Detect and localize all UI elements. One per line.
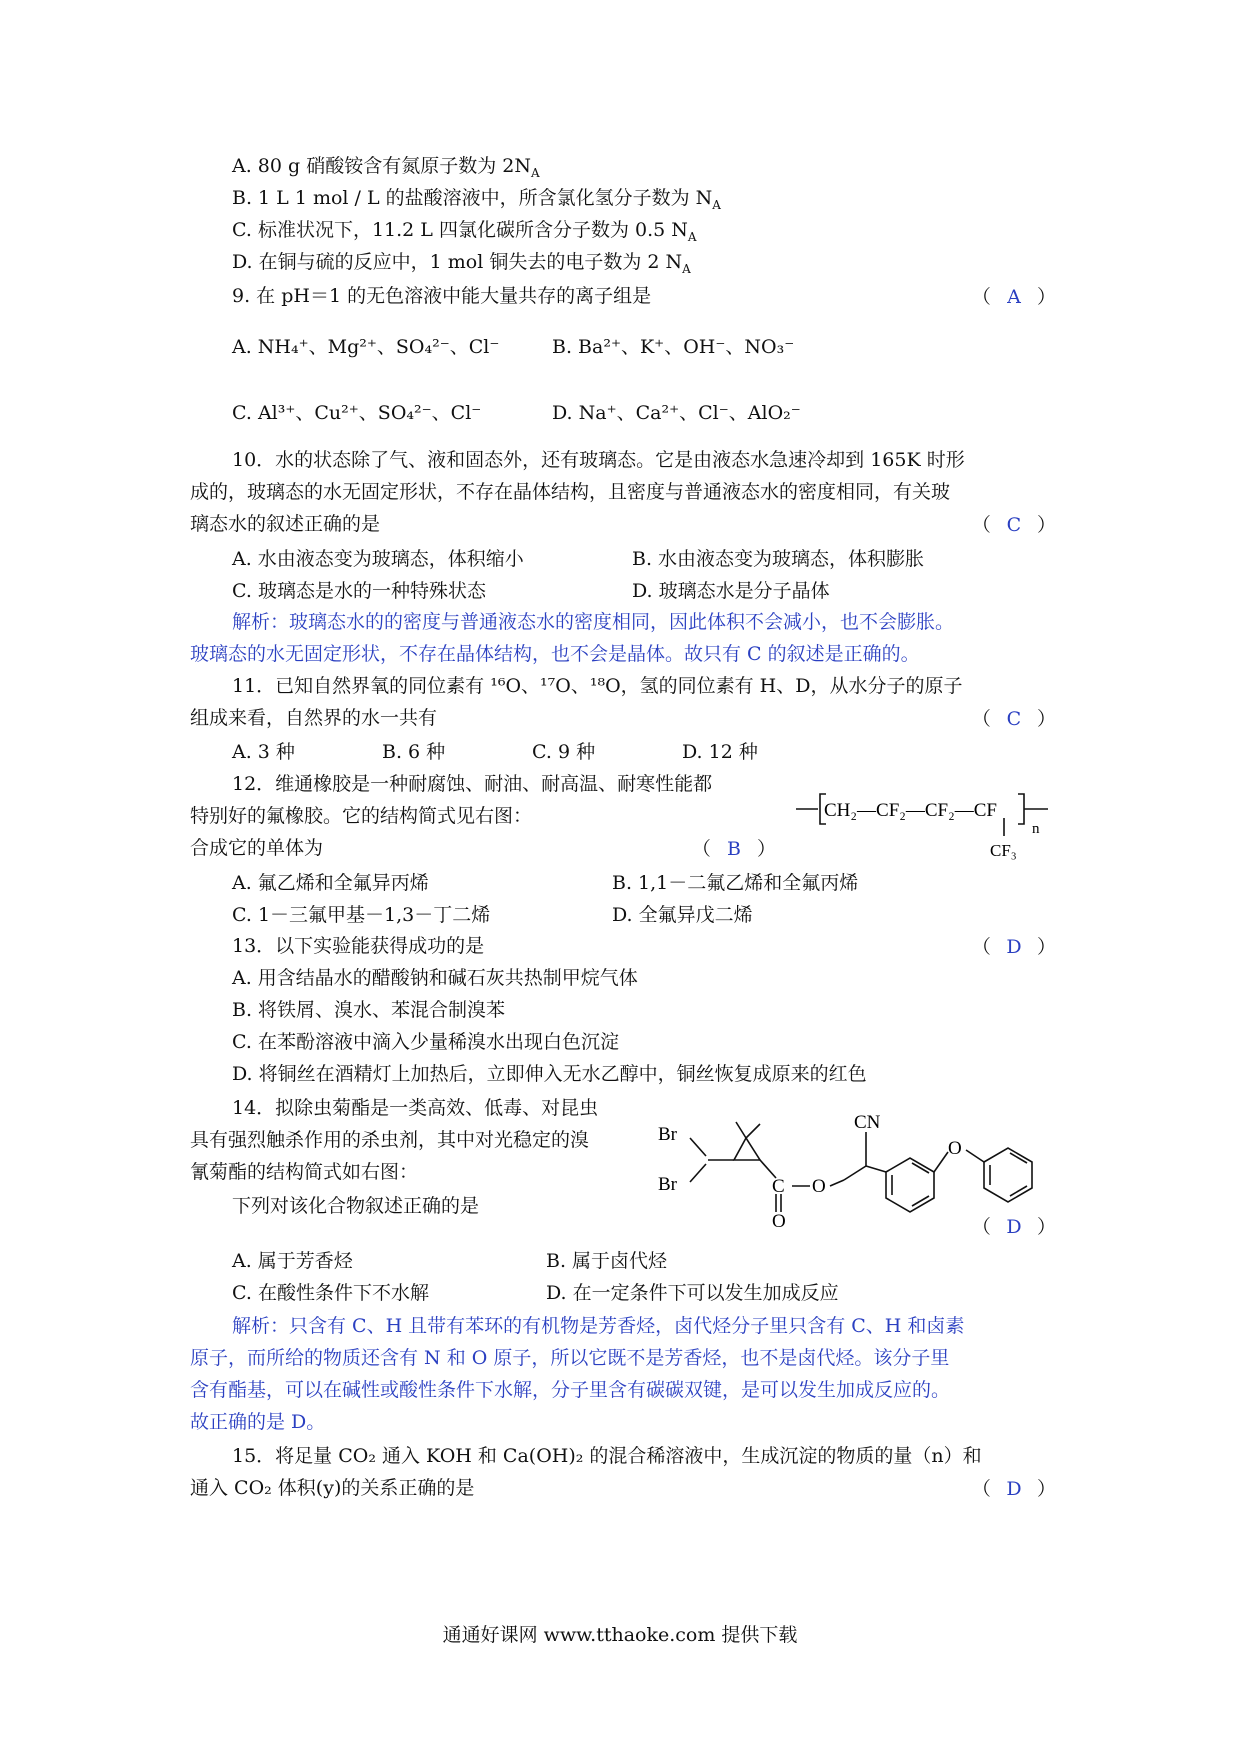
q10-option-a: A. 水由液态变为玻璃态，体积缩小 (232, 548, 524, 570)
q13-stem: 13．以下实验能获得成功的是 (232, 935, 485, 957)
page-footer: 通通好课网 www.tthaoke.com 提供下载 (442, 1624, 798, 1646)
q14-bromine-1: Br (658, 1124, 677, 1145)
q13-option-d: D. 将铜丝在酒精灯上加热后，立即伸入无水乙醇中，铜丝恢复成原来的红色 (232, 1063, 867, 1085)
q13-option-a: A. 用含结晶水的醋酸钠和碱石灰共热制甲烷气体 (232, 967, 638, 989)
q12-polymer-chain: CH₂—CF₂—CF₂—CF (824, 800, 997, 821)
q14-structure-formula (648, 1100, 1044, 1228)
q11-option-b: B. 6 种 (382, 741, 446, 763)
q12-answer: （ B ） (691, 838, 776, 860)
q15-stem-line1: 15．将足量 CO₂ 通入 KOH 和 Ca(OH)₂ 的混合稀溶液中，生成沉淀的物质的量（n）和 (232, 1445, 982, 1467)
q14-analysis-line1: 解析：只含有 C、H 且带有苯环的有机物是芳香烃，卤代烃分子里只含有 C、H 和卤素 (232, 1315, 965, 1337)
q8-option-d: D. 在铜与硫的反应中，1 mol 铜失去的电子数为 2 $N_A$ (232, 251, 691, 276)
q11-stem-line2: 组成来看，自然界的水一共有 (190, 707, 438, 729)
q9-option-a: A. NH₄⁺、Mg²⁺、SO₄²⁻、Cl⁻ (232, 336, 500, 358)
q14-ether-oxygen: O (948, 1138, 962, 1159)
q13-answer-letter: D (1006, 936, 1022, 958)
q14-option-b: B. 属于卤代烃 (546, 1250, 668, 1272)
q14-carbonyl-oxygen: O (772, 1211, 786, 1228)
q14-answer-letter: D (1006, 1216, 1022, 1238)
q10-analysis-line1: 解析：玻璃态水的的密度与普通液态水的密度相同，因此体积不会减小，也不会膨胀。 (232, 611, 955, 633)
q11-answer: （ C ） (971, 708, 1056, 730)
q14-stem-line1: 14．拟除虫菊酯是一类高效、低毒、对昆虫 (232, 1097, 599, 1119)
q15-answer-letter: D (1006, 1478, 1022, 1500)
q12-option-b: B. 1,1－二氟乙烯和全氟丙烯 (612, 872, 859, 894)
q14-option-d: D. 在一定条件下可以发生加成反应 (546, 1282, 839, 1304)
q14-answer: （ D ） (971, 1216, 1056, 1238)
q8-option-a: A. 80 g 硝酸铵含有氮原子数为 $2N_A$ (232, 155, 540, 180)
q9-option-c: C. Al³⁺、Cu²⁺、SO₄²⁻、Cl⁻ (232, 402, 482, 424)
q10-answer: （ C ） (971, 514, 1056, 536)
q12-cf3-group: CF₃ (990, 841, 1017, 860)
q10-option-b: B. 水由液态变为玻璃态，体积膨胀 (632, 548, 925, 570)
q14-carbonyl-carbon: C (772, 1176, 785, 1197)
q14-ester-oxygen: O (812, 1176, 826, 1197)
q13-option-c: C. 在苯酚溶液中滴入少量稀溴水出现白色沉淀 (232, 1031, 619, 1053)
q12-option-c: C. 1－三氟甲基－1,3－丁二烯 (232, 904, 491, 926)
q12-answer-letter: B (726, 838, 741, 860)
q10-option-c: C. 玻璃态是水的一种特殊状态 (232, 580, 486, 602)
q11-stem-line1: 11．已知自然界氧的同位素有 ¹⁶O、¹⁷O、¹⁸O，氢的同位素有 H、D，从水分子的原子 (232, 675, 963, 697)
q14-analysis-line2: 原子，而所给的物质还含有 N 和 O 原子，所以它既不是芳香烃，也不是卤代烃。该分子里 (190, 1347, 950, 1369)
q9-answer-letter: A (1007, 286, 1021, 308)
q10-stem-line1: 10．水的状态除了气、液和固态外，还有玻璃态。它是由液态水急速冷却到 165K 时形 (232, 449, 965, 471)
q12-stem-line1: 12．维通橡胶是一种耐腐蚀、耐油、耐高温、耐寒性能都 (232, 773, 713, 795)
q12-stem-line3: 合成它的单体为 (190, 837, 324, 859)
q14-analysis-line4: 故正确的是 D。 (190, 1411, 326, 1433)
q14-stem-line2: 具有强烈触杀作用的杀虫剂，其中对光稳定的溴 (190, 1129, 590, 1151)
q10-answer-letter: C (1006, 514, 1022, 536)
q10-option-d: D. 玻璃态水是分子晶体 (632, 580, 830, 602)
q14-bromine-2: Br (658, 1174, 677, 1195)
q11-option-a: A. 3 种 (232, 741, 295, 763)
q8-option-c: C. 标准状况下，11.2 L 四氯化碳所含分子数为 0.5 $N_A$ (232, 219, 697, 244)
q14-stem-line4: 下列对该化合物叙述正确的是 (232, 1195, 480, 1217)
q9-answer: （ A ） (971, 286, 1056, 308)
q15-answer: （ D ） (971, 1478, 1056, 1500)
q12-option-a: A. 氟乙烯和全氟异丙烯 (232, 872, 429, 894)
q10-analysis-line2: 玻璃态的水无固定形状，不存在晶体结构，也不会是晶体。故只有 C 的叙述是正确的。 (190, 643, 920, 665)
q14-analysis-line3: 含有酯基，可以在碱性或酸性条件下水解，分子里含有碳碳双键，是可以发生加成反应的。 (190, 1379, 951, 1401)
q10-stem-line3: 璃态水的叙述正确的是 (190, 513, 381, 535)
q11-answer-letter: C (1006, 708, 1022, 730)
q13-answer: （ D ） (971, 936, 1056, 958)
q12-option-d: D. 全氟异戊二烯 (612, 904, 753, 926)
q9-stem: 9. 在 pH＝1 的无色溶液中能大量共存的离子组是 (232, 285, 652, 307)
q15-stem-line2: 通入 CO₂ 体积(y)的关系正确的是 (190, 1477, 475, 1499)
q14-stem-line3: 氰菊酯的结构简式如右图： (190, 1161, 419, 1183)
q9-option-d: D. Na⁺、Ca²⁺、Cl⁻、AlO₂⁻ (552, 402, 801, 424)
q11-option-c: C. 9 种 (532, 741, 596, 763)
q14-option-c: C. 在酸性条件下不水解 (232, 1282, 429, 1304)
q12-stem-line2: 特别好的氟橡胶。它的结构简式见右图： (190, 805, 533, 827)
q10-stem-line2: 成的，玻璃态的水无固定形状，不存在晶体结构，且密度与普通液态水的密度相同，有关玻 (190, 481, 951, 503)
q14-option-a: A. 属于芳香烃 (232, 1250, 353, 1272)
q14-cyano-group: CN (854, 1112, 881, 1133)
q9-option-b: B. Ba²⁺、K⁺、OH⁻、NO₃⁻ (552, 336, 795, 358)
q12-structure-formula (796, 778, 1060, 860)
q11-option-d: D. 12 种 (682, 741, 758, 763)
q12-repeat-n: n (1032, 821, 1040, 837)
q13-option-b: B. 将铁屑、溴水、苯混合制溴苯 (232, 999, 506, 1021)
q8-option-b: B. 1 L 1 mol / L 的盐酸溶液中，所含氯化氢分子数为 $N_A$ (232, 187, 721, 212)
